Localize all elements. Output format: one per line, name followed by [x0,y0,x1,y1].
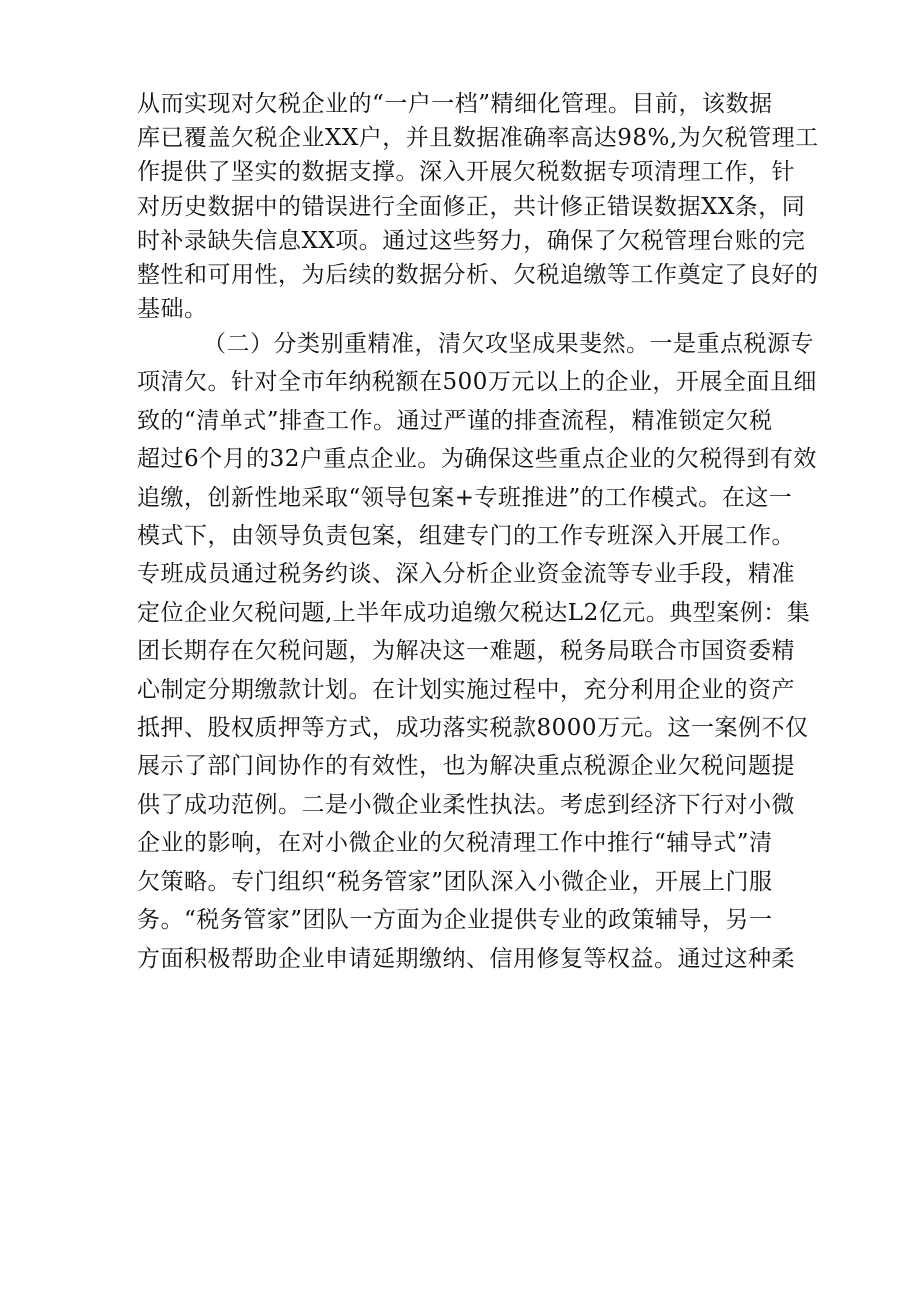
text-line: 抵押、股权质押等方式，成功落实税款8000万元。这一案例不仅 [137,715,809,742]
text-line: 超过6个月的32户重点企业。为确保这些重点企业的欠税得到有效 [137,446,817,473]
text-line: 整性和可用性，为后续的数据分析、欠税追缴等工作奠定了良好的 [137,262,819,289]
text-line: 展示了部门间协作的有效性，也为解决重点税源企业欠税问题提 [137,753,795,780]
text-line: 企业的影响，在对小微企业的欠税清理工作中推行“辅导式”清 [137,830,773,857]
text-line: 时补录缺失信息XX项。通过这些努力，确保了欠税管理台账的完 [137,227,806,254]
section-heading-line: （二）分类别重精准，清欠攻坚成果斐然。一是重点税源专 [203,331,814,357]
text-line: 定位企业欠税问题,上半年成功追缴欠税达L2亿元。典型案例：集 [137,599,811,626]
text-line: 供了成功范例。二是小微企业柔性执法。考虑到经济下行对小微 [137,791,795,818]
text-line: 致的“清单式”排查工作。通过严谨的排查流程，精准锁定欠税 [137,407,773,434]
text-line: 从而实现对欠税企业的“一户一档”精细化管理。目前，该数据 [137,91,773,117]
text-line: 心制定分期缴款计划。在计划实施过程中，充分利用企业的资产 [137,676,795,703]
text-line: 基础。 [137,296,208,323]
text-line: 欠策略。专门组织“税务管家”团队深入小微企业，开展上门服 [137,868,773,895]
text-line: 专班成员通过税务约谈、深入分析企业资金流等专业手段，精准 [137,561,795,588]
text-line: 追缴，创新性地采取“领导包案+专班推进”的工作模式。在这一 [137,484,793,511]
text-line: 模式下，由领导负责包案，组建专门的工作专班深入开展工作。 [137,523,795,550]
text-line: 对历史数据中的错误进行全面修正，共计修正错误数据XX条，同 [137,193,806,220]
text-line: 务。“税务管家”团队一方面为企业提供专业的政策辅导，另一 [137,907,773,934]
text-line: 项清欠。针对全市年纳税额在500万元以上的企业，开展全面且细 [137,369,817,396]
text-line: 作提供了坚实的数据支撑。深入开展欠税数据专项清理工作，针 [137,159,795,186]
text-line: 方面积极帮助企业申请延期缴纳、信用修复等权益。通过这种柔 [137,945,795,972]
paragraph-classified-collection [137,325,817,978]
text-line: 团长期存在欠税问题，为解决这一难题，税务局联合市国资委精 [137,638,795,665]
paragraph-data-management [137,87,819,326]
text-line: 库已覆盖欠税企业XX户，并且数据准确率高达98%,为欠税管理工 [137,125,819,152]
